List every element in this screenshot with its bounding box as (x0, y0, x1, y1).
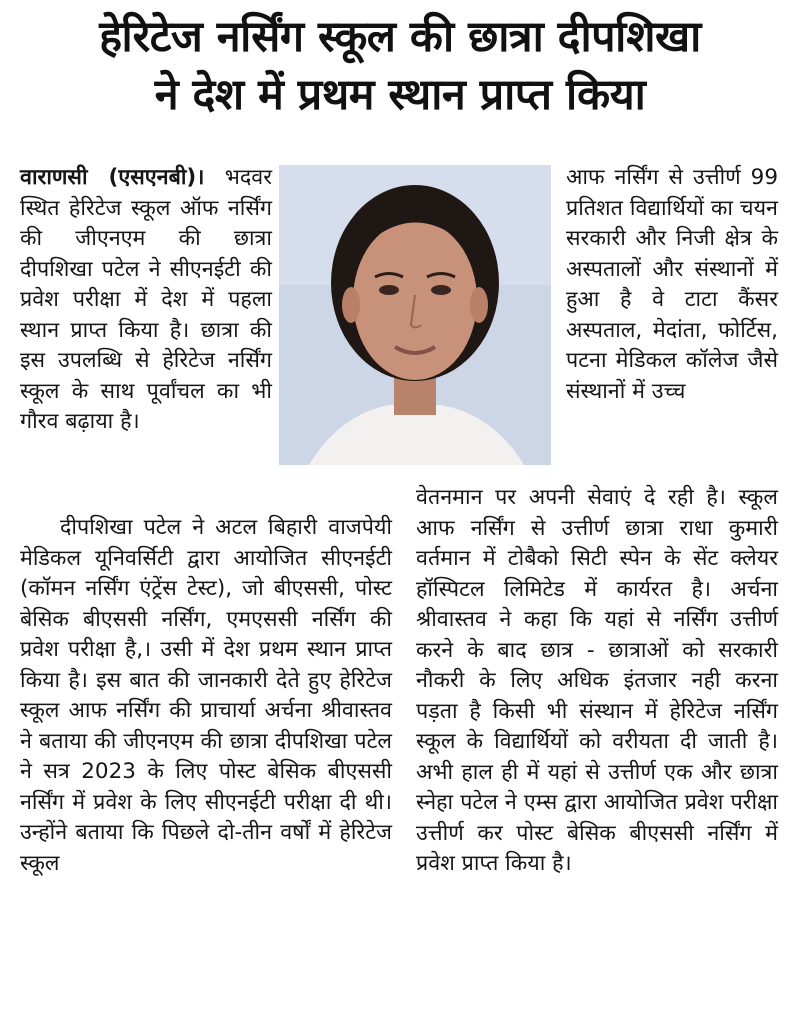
headline-line-2: ने देश में प्रथम स्थान प्राप्त किया (154, 70, 646, 120)
student-photo (279, 165, 551, 465)
article-paragraph-1: भदवर स्थित हेरिटेज स्कूल ऑफ नर्सिंग की जीएनएम की छात्रा दीपशिखा पटेल ने सीएनईटी की प्रवेश परीक्षा में देश में पहला स्थान प्राप्त किया है। छात्रा की इस उपलब्धि से हेरिटेज नर्सिंग स्कूल के साथ पूर्वांचल का भी गौरव बढ़ाया है। (20, 165, 272, 434)
article-column-left-top (20, 163, 272, 438)
article-column-right-bottom (416, 483, 778, 880)
article-column-left-bottom (20, 513, 392, 879)
headline-line-1: हेरिटेज नर्सिंग स्कूल की छात्रा दीपशिखा (99, 12, 701, 62)
article-column-right-top (566, 163, 778, 407)
article-paragraph-3-top: आफ नर्सिंग से उत्तीर्ण 99 प्रतिशत विद्यार्थियों का चयन सरकारी और निजी क्षेत्र के अस्पतालों और संस्थानों में हुआ है वे टाटा कैंसर अस्पताल, मेदांता, फोर्टिस, पटना मेडिकल कॉलेज जैसे संस्थानों में उच्च (566, 165, 778, 404)
headline (10, 8, 790, 124)
article-paragraph-3-bottom: वेतनमान पर अपनी सेवाएं दे रही है। स्कूल आफ नर्सिंग से उत्तीर्ण छात्रा राधा कुमारी वर्तमान में टोबैको सिटी स्पेन के सेंट क्लेयर हॉस्पिटल लिमिटेड में कार्यरत है। अर्चना श्रीवास्तव ने कहा कि यहां से नर्सिंग उत्तीर्ण करने के बाद छात्र - छात्राओं को सरकारी नौकरी के लिए अधिक इंतजार नही करना पड़ता है किसी भी संस्थान में हेरिटेज नर्सिंग स्कूल के विद्यार्थियों को वरीयता दी जाती है। अभी हाल ही में यहां से उत्तीर्ण एक और छात्रा स्नेहा पटेल ने एम्स द्वारा आयोजित प्रवेश परीक्षा उत्तीर्ण कर पोस्ट बेसिक बीएससी नर्सिंग में प्रवेश प्राप्त किया है। (416, 485, 778, 876)
dateline: वाराणसी (एसएनबी)। (20, 165, 205, 190)
article-paragraph-2: दीपशिखा पटेल ने अटल बिहारी वाजपेयी मेडिकल यूनिवर्सिटी द्वारा आयोजित सीएनईटी (कॉमन नर्सिंग एंट्रेंस टेस्ट), जो बीएससी, पोस्ट बेसिक बीएससी नर्सिंग, एमएससी नर्सिंग की प्रवेश परीक्षा है,। उसी में देश प्रथम स्थान प्राप्त किया है। इस बात की जानकारी देते हुए हेरिटेज स्कूल आफ नर्सिंग की प्राचार्या अर्चना श्रीवास्तव ने बताया की जीएनएम की छात्रा दीपशिखा पटेल ने सत्र 2023 के लिए पोस्ट बेसिक बीएससी नर्सिंग में प्रवेश के लिए सीएनईटी परीक्षा दी थी। उन्होंने बताया कि पिछले दो-तीन वर्षों में हेरिटेज स्कूल (20, 515, 392, 876)
